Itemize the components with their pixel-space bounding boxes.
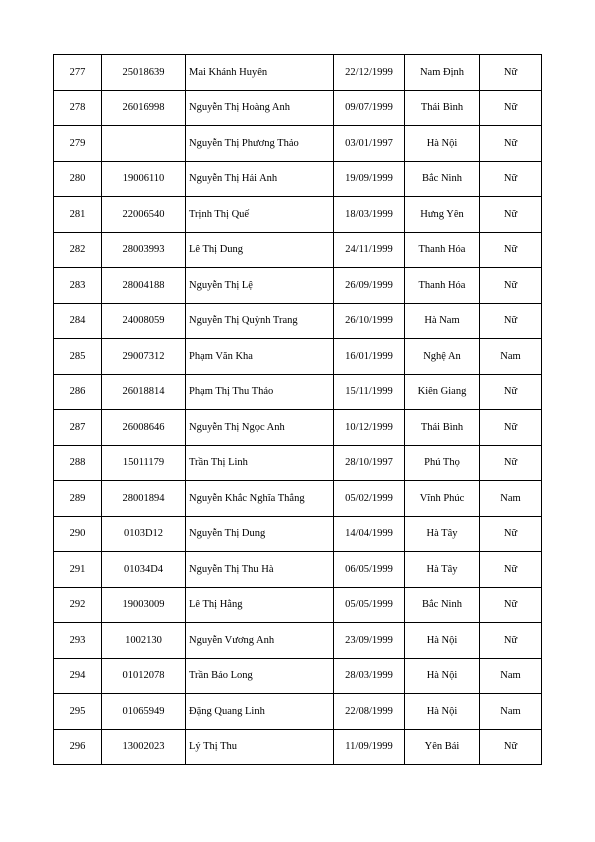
student-id-cell: 01034D4 [102,552,186,588]
row-number-cell: 287 [54,410,102,446]
gender-cell: Nữ [480,410,542,446]
student-id-cell: 19006110 [102,161,186,197]
student-id-cell: 28004188 [102,268,186,304]
birthplace-cell: Nghệ An [405,339,480,375]
table-row [54,161,542,197]
student-id-cell: 13002023 [102,729,186,765]
full-name-cell: Mai Khánh Huyên [186,55,334,91]
full-name-cell: Lê Thị Hằng [186,587,334,623]
full-name-cell: Lý Thị Thu [186,729,334,765]
birth-date-cell: 05/02/1999 [334,481,405,517]
student-id-cell: 26016998 [102,90,186,126]
birth-date-cell: 23/09/1999 [334,623,405,659]
row-number-cell: 295 [54,694,102,730]
table-row [54,445,542,481]
full-name-cell: Nguyễn Thị Dung [186,516,334,552]
gender-cell: Nam [480,658,542,694]
gender-cell: Nam [480,694,542,730]
birthplace-cell: Hà Nam [405,303,480,339]
birth-date-cell: 05/05/1999 [334,587,405,623]
birthplace-cell: Thái Bình [405,410,480,446]
birthplace-cell: Hà Nội [405,126,480,162]
gender-cell: Nữ [480,374,542,410]
birthplace-cell: Hưng Yên [405,197,480,233]
birth-date-cell: 18/03/1999 [334,197,405,233]
gender-cell: Nữ [480,552,542,588]
birth-date-cell: 28/10/1997 [334,445,405,481]
gender-cell: Nữ [480,729,542,765]
full-name-cell: Phạm Văn Kha [186,339,334,375]
gender-cell: Nữ [480,516,542,552]
gender-cell: Nữ [480,90,542,126]
birthplace-cell: Bắc Ninh [405,161,480,197]
row-number-cell: 284 [54,303,102,339]
full-name-cell: Nguyễn Thị Thu Hà [186,552,334,588]
full-name-cell: Nguyễn Khắc Nghĩa Thắng [186,481,334,517]
table-row [54,587,542,623]
full-name-cell: Nguyễn Thị Hoàng Anh [186,90,334,126]
birth-date-cell: 28/03/1999 [334,658,405,694]
row-number-cell: 294 [54,658,102,694]
row-number-cell: 285 [54,339,102,375]
birthplace-cell: Nam Định [405,55,480,91]
table-row [54,729,542,765]
student-id-cell: 26018814 [102,374,186,410]
student-id-cell [102,126,186,162]
row-number-cell: 279 [54,126,102,162]
table-row [54,552,542,588]
birth-date-cell: 19/09/1999 [334,161,405,197]
student-id-cell: 28003993 [102,232,186,268]
birth-date-cell: 06/05/1999 [334,552,405,588]
full-name-cell: Phạm Thị Thu Thảo [186,374,334,410]
gender-cell: Nữ [480,623,542,659]
birthplace-cell: Thanh Hóa [405,268,480,304]
birthplace-cell: Hà Nội [405,694,480,730]
gender-cell: Nữ [480,445,542,481]
birthplace-cell: Vĩnh Phúc [405,481,480,517]
row-number-cell: 296 [54,729,102,765]
table-row [54,623,542,659]
student-id-cell: 01012078 [102,658,186,694]
birthplace-cell: Thái Bình [405,90,480,126]
gender-cell: Nữ [480,161,542,197]
table-row [54,90,542,126]
gender-cell: Nữ [480,126,542,162]
table-row [54,303,542,339]
gender-cell: Nữ [480,55,542,91]
full-name-cell: Nguyễn Thị Quỳnh Trang [186,303,334,339]
row-number-cell: 290 [54,516,102,552]
gender-cell: Nam [480,481,542,517]
table-row [54,516,542,552]
birth-date-cell: 24/11/1999 [334,232,405,268]
table-row [54,232,542,268]
table-row [54,694,542,730]
row-number-cell: 291 [54,552,102,588]
full-name-cell: Trần Bảo Long [186,658,334,694]
birth-date-cell: 26/09/1999 [334,268,405,304]
full-name-cell: Đặng Quang Linh [186,694,334,730]
full-name-cell: Nguyễn Thị Hải Anh [186,161,334,197]
table-row [54,481,542,517]
birth-date-cell: 15/11/1999 [334,374,405,410]
row-number-cell: 293 [54,623,102,659]
row-number-cell: 277 [54,55,102,91]
birth-date-cell: 14/04/1999 [334,516,405,552]
birthplace-cell: Phú Thọ [405,445,480,481]
row-number-cell: 289 [54,481,102,517]
table-row [54,197,542,233]
birthplace-cell: Bắc Ninh [405,587,480,623]
gender-cell: Nữ [480,587,542,623]
gender-cell: Nam [480,339,542,375]
birthplace-cell: Thanh Hóa [405,232,480,268]
birth-date-cell: 09/07/1999 [334,90,405,126]
full-name-cell: Lê Thị Dung [186,232,334,268]
student-id-cell: 19003009 [102,587,186,623]
row-number-cell: 281 [54,197,102,233]
student-id-cell: 22006540 [102,197,186,233]
full-name-cell: Nguyễn Vương Anh [186,623,334,659]
student-id-cell: 28001894 [102,481,186,517]
student-id-cell: 15011179 [102,445,186,481]
table-row [54,410,542,446]
student-id-cell: 01065949 [102,694,186,730]
student-id-cell: 29007312 [102,339,186,375]
student-id-cell: 1002130 [102,623,186,659]
birth-date-cell: 26/10/1999 [334,303,405,339]
row-number-cell: 292 [54,587,102,623]
birthplace-cell: Hà Tây [405,552,480,588]
row-number-cell: 278 [54,90,102,126]
birthplace-cell: Hà Nội [405,658,480,694]
birthplace-cell: Yên Bái [405,729,480,765]
row-number-cell: 282 [54,232,102,268]
birth-date-cell: 03/01/1997 [334,126,405,162]
full-name-cell: Trần Thị Linh [186,445,334,481]
birth-date-cell: 11/09/1999 [334,729,405,765]
birthplace-cell: Kiên Giang [405,374,480,410]
student-id-cell: 25018639 [102,55,186,91]
birth-date-cell: 22/08/1999 [334,694,405,730]
row-number-cell: 280 [54,161,102,197]
student-id-cell: 26008646 [102,410,186,446]
student-roster-table [53,54,542,765]
full-name-cell: Nguyễn Thị Phương Thảo [186,126,334,162]
gender-cell: Nữ [480,197,542,233]
table-row [54,658,542,694]
gender-cell: Nữ [480,268,542,304]
roster-body [54,55,542,765]
table-row [54,55,542,91]
gender-cell: Nữ [480,232,542,268]
gender-cell: Nữ [480,303,542,339]
birth-date-cell: 10/12/1999 [334,410,405,446]
table-row [54,126,542,162]
table-row [54,268,542,304]
full-name-cell: Nguyễn Thị Lệ [186,268,334,304]
student-id-cell: 24008059 [102,303,186,339]
birthplace-cell: Hà Tây [405,516,480,552]
student-id-cell: 0103D12 [102,516,186,552]
full-name-cell: Nguyễn Thị Ngọc Anh [186,410,334,446]
table-row [54,339,542,375]
full-name-cell: Trịnh Thị Quế [186,197,334,233]
row-number-cell: 283 [54,268,102,304]
birth-date-cell: 22/12/1999 [334,55,405,91]
row-number-cell: 286 [54,374,102,410]
birthplace-cell: Hà Nội [405,623,480,659]
row-number-cell: 288 [54,445,102,481]
table-row [54,374,542,410]
birth-date-cell: 16/01/1999 [334,339,405,375]
